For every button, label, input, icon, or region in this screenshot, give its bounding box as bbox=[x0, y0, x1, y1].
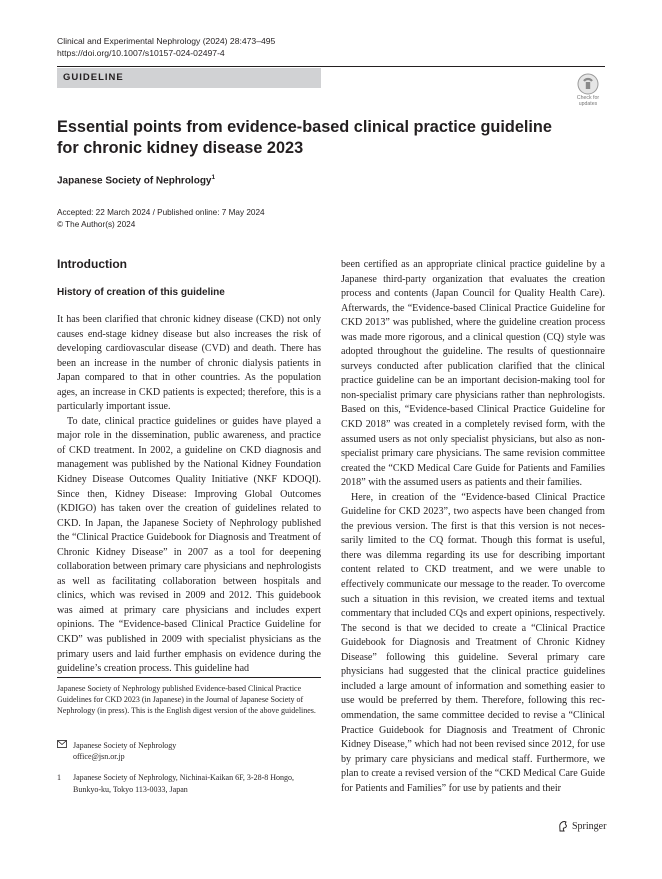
check-updates-line1: Check for bbox=[576, 95, 600, 101]
footnote-divider bbox=[57, 677, 321, 678]
affiliation-mark: 1 bbox=[57, 773, 61, 783]
accepted-published-dates: Accepted: 22 March 2024 / Published online: 7 May 2024 bbox=[57, 208, 265, 217]
body-paragraph: Here, in creation of the “Evidence-based Clinical Practice Guideline for CKD 2023”, two aspects have been changed from the previous version. The first is that this version is not necessarily limited to the CQ format. Though this format is useful, there was dilemma regarding its use for describing important content related to CKD treatment, and we were unable to effectively communicate our message to the reader. To overcome such a situation in this revision, we created items and textual commentary that included CQs and expert opinions, respectively. The second is that we decided to create a “Clinical Practice Guidebook for Diagnosis and Treatment of Chronic Kidney Disease” following this guideline. Several primary care physicians had suggested that the clinical practice guidelines included a large amount of information and something easier to use would be preferred by them. Therefore, following this recommendation, the same committee decided to revise a “Clinical Practice Guidebook for Diagnosis and Treatment of Chronic Kidney Disease,” which had not been revised since 2012, for use by primary care physicians and medical staff. Furthermore, we plan to create a revised version of the “CKD Medical Care Guide for Patients and Families” for use by patients and their bbox=[341, 491, 605, 794]
article-type-bar bbox=[57, 68, 321, 88]
correspondence-row bbox=[57, 740, 321, 762]
check-for-updates-badge[interactable] bbox=[570, 73, 606, 107]
right-column bbox=[341, 258, 605, 796]
doi-link[interactable]: https://doi.org/10.1007/s10157-024-02497-4 bbox=[57, 48, 225, 58]
affiliation-row bbox=[57, 772, 321, 794]
check-for-updates-icon bbox=[577, 73, 599, 95]
body-paragraph: been certified as an appropriate clinical practice guideline by a Japanese third-party organization that evaluates the creation process and contents (Japan Council for Quality Health Care). Afterwards, the “Evidence-based Clinical Practice Guideline for CKD 2013” was published, where the guideline creation process was made more rigorous, and a clinical question (CQ) style was adopted throughout the guideline. The results of questionnaire surveys conducted after publication clarified that the clinical practice guideline can be an important decision-making tool for non-specialist primary care physicians rather than nephrologists. Based on this, “Evidence-based Clinical Practice Guideline for CKD 2018” was created in a completely revised form, with the assumed users as not only specialist physicians, but also as non-specialist primary care physicians. The same revision committee created the “CKD Medical Care Guide for Patients and Families 2018” with the assumed users as patients and their families. bbox=[341, 259, 605, 489]
journal-citation: Clinical and Experimental Nephrology (2024) 28:473–495 bbox=[57, 36, 276, 46]
body-paragraph: It has been clarified that chronic kidney disease (CKD) not only causes end-stage kidney disease but also increases the risk of developing cardiovascular disease (CVD) and death. There has been an increase in the number of chronic dialysis patients in Japan compared to that in other countries. As the population ages, an increase in CKD patients is expected; therefore, this is a particularly important issue. bbox=[57, 314, 321, 413]
author-affiliation-mark: 1 bbox=[211, 174, 216, 181]
check-updates-line2: updates bbox=[578, 100, 598, 107]
section-heading-introduction: Introduction bbox=[57, 257, 127, 271]
header-rule bbox=[57, 66, 605, 67]
springer-horse-icon bbox=[557, 820, 569, 832]
contact-email[interactable]: office@jsn.or.jp bbox=[73, 752, 125, 762]
footnote: Japanese Society of Nephrology published Evidence-based Clinical Practice Guidelines for CKD 2023 (in Japanese) in the Journal of Japanese Society of Nephrology (in press). This is the English digest version of the above guidelines. bbox=[57, 684, 316, 716]
body-paragraph: To date, clinical practice guidelines or guides have played a major role in the dissemination, public awareness, and practice of CKD treatment. In 2002, a guideline on CKD diagnosis and management was published by the National Kidney Foundation Kidney Disease Outcomes Quality Initiative (NKF KDOQI). Since then, Kidney Disease: Improving Global Outcomes (KDIGO) has taken over the creation of guidelines related to CKD. In Japan, the Japanese Society of Nephrology published the “Clinical Practice Guidebook for Diagnosis and Treatment of Chronic Kidney Disease” in 2007 as a tool for deepening collaboration between primary care physicians and nephrologists as well as facilitating collaboration between hospitals and clinics, which was revised in 2009 and 2012. This guidebook was aimed at primary care physicians and includes expert opinions. The “Evidence-based Clinical Practice Guideline for CKD” was published in 2009 with specialist physicians as the primary users and laid further emphasis on evidence during the guideline’s creation process. This guideline had bbox=[57, 415, 321, 675]
author-name[interactable]: Japanese Society of Nephrology bbox=[57, 175, 212, 187]
left-column bbox=[57, 313, 321, 677]
article-dates bbox=[57, 207, 265, 231]
copyright-line: © The Author(s) 2024 bbox=[57, 219, 136, 229]
subsection-heading-history: History of creation of this guideline bbox=[57, 287, 225, 298]
author-line bbox=[57, 174, 215, 186]
contact-name: Japanese Society of Nephrology bbox=[73, 741, 177, 750]
affiliation-text: Japanese Society of Nephrology, Nichinai-Kaikan 6F, 3-28-8 Hongo, Bunkyo-ku, Tokyo 113-0033, Japan bbox=[73, 773, 295, 794]
journal-header bbox=[57, 35, 275, 59]
publisher-logo bbox=[557, 820, 606, 832]
article-title: Essential points from evidence-based clinical practice guideline for chronic kidney disease 2023 bbox=[57, 118, 552, 157]
contact-block bbox=[57, 740, 321, 805]
publisher-name: Springer bbox=[572, 820, 607, 832]
article-type-label: GUIDELINE bbox=[63, 72, 124, 83]
envelope-icon bbox=[57, 740, 73, 762]
